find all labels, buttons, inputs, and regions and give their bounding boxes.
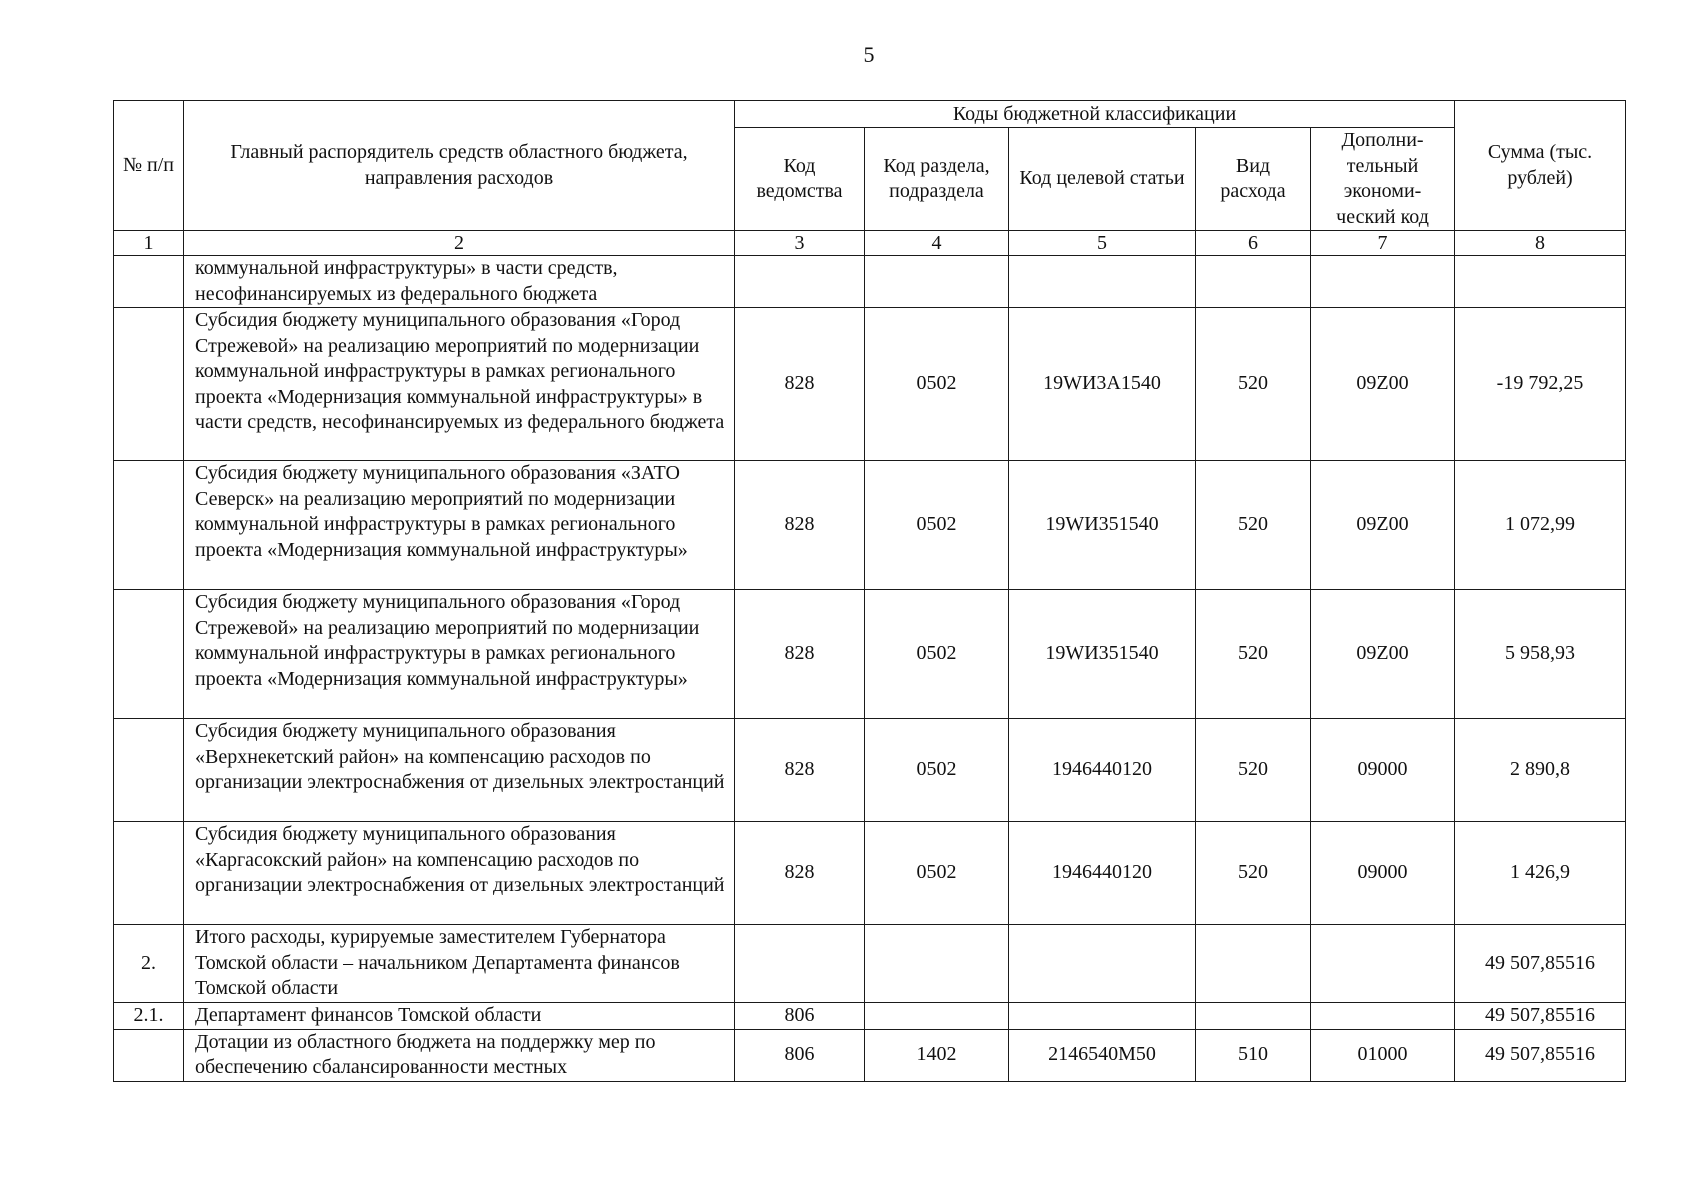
row-dept-code: 806 [735,1003,865,1030]
row-section-code: 0502 [865,308,1009,461]
row-dept-code: 828 [735,308,865,461]
table-row [114,1029,1626,1081]
row-dept-code [735,925,865,1003]
row-description: Департамент финансов Томской области [184,1003,735,1030]
row-amount: 1 426,9 [1455,822,1626,925]
row-number [114,822,184,925]
header-target-code: Код целевой статьи [1009,128,1196,231]
row-description: Субсидия бюджету муниципального образования «Город Стрежевой» на реализацию мероприятий по модернизации коммунальной инфраструктуры в рамках регионального проекта «Модернизация коммунальной инфраструктуры» [184,590,735,719]
row-section-code [865,1003,1009,1030]
column-number: 5 [1009,231,1196,256]
table-row [114,590,1626,719]
row-target-code: 2146540M50 [1009,1029,1196,1081]
column-number: 2 [184,231,735,256]
row-extra-code [1311,1003,1455,1030]
table-row [114,1003,1626,1030]
row-expense-type: 520 [1196,822,1311,925]
row-extra-code: 09Z00 [1311,590,1455,719]
row-section-code: 0502 [865,461,1009,590]
column-number: 8 [1455,231,1626,256]
column-numbers-row [114,231,1626,256]
row-dept-code: 828 [735,461,865,590]
row-extra-code: 01000 [1311,1029,1455,1081]
row-expense-type: 520 [1196,590,1311,719]
row-extra-code [1311,256,1455,308]
row-amount [1455,256,1626,308]
row-section-code: 0502 [865,822,1009,925]
table-row [114,256,1626,308]
table-row [114,822,1626,925]
page-number: 5 [863,42,875,67]
header-expense-type: Вид расхода [1196,128,1311,231]
row-extra-code: 09Z00 [1311,308,1455,461]
row-target-code: 1946440120 [1009,719,1196,822]
row-expense-type: 510 [1196,1029,1311,1081]
header-row-top [114,101,1626,128]
row-number [114,590,184,719]
row-expense-type: 520 [1196,461,1311,590]
header-amount: Сумма (тыс. рублей) [1455,101,1626,231]
row-description: Итого расходы, курируемые заместителем Губернатора Томской области – начальником Департамента финансов Томской области [184,925,735,1003]
row-description: коммунальной инфраструктуры» в части средств, несофинансируемых из федерального бюджета [184,256,735,308]
row-number [114,461,184,590]
row-dept-code: 806 [735,1029,865,1081]
row-dept-code: 828 [735,822,865,925]
row-expense-type: 520 [1196,308,1311,461]
row-amount: -19 792,25 [1455,308,1626,461]
column-number: 3 [735,231,865,256]
row-number: 2. [114,925,184,1003]
budget-table [113,100,1626,1082]
header-main-distributor: Главный распорядитель средств областного бюджета, направления расходов [184,101,735,231]
row-description: Субсидия бюджету муниципального образования «ЗАТО Северск» на реализацию мероприятий по модернизации коммунальной инфраструктуры в рамках регионального проекта «Модернизация коммунальной инфраструктуры» [184,461,735,590]
row-number [114,308,184,461]
row-dept-code: 828 [735,590,865,719]
row-extra-code [1311,925,1455,1003]
row-target-code: 19WИ351540 [1009,461,1196,590]
column-number: 1 [114,231,184,256]
row-amount: 1 072,99 [1455,461,1626,590]
row-expense-type [1196,1003,1311,1030]
row-section-code [865,925,1009,1003]
row-target-code: 19WИ351540 [1009,590,1196,719]
row-amount: 49 507,85516 [1455,925,1626,1003]
row-section-code: 1402 [865,1029,1009,1081]
row-expense-type: 520 [1196,719,1311,822]
table-row [114,461,1626,590]
row-section-code: 0502 [865,719,1009,822]
row-number: 2.1. [114,1003,184,1030]
column-number: 4 [865,231,1009,256]
row-target-code [1009,925,1196,1003]
row-expense-type [1196,256,1311,308]
header-extra-code: Дополни-тельный экономи-ческий код [1311,128,1455,231]
column-number: 6 [1196,231,1311,256]
row-target-code [1009,1003,1196,1030]
header-section-code: Код раздела, подраздела [865,128,1009,231]
column-number: 7 [1311,231,1455,256]
row-extra-code: 09Z00 [1311,461,1455,590]
row-number [114,1029,184,1081]
row-target-code: 19WИ3A1540 [1009,308,1196,461]
row-amount: 2 890,8 [1455,719,1626,822]
row-amount: 5 958,93 [1455,590,1626,719]
table-row [114,925,1626,1003]
row-target-code: 1946440120 [1009,822,1196,925]
row-section-code [865,256,1009,308]
row-extra-code: 09000 [1311,822,1455,925]
row-description: Дотации из областного бюджета на поддержку мер по обеспечению сбалансированности местных [184,1029,735,1081]
row-description: Субсидия бюджету муниципального образования «Каргасокский район» на компенсацию расходов по организации электроснабжения от дизельных электростанций [184,822,735,925]
row-extra-code: 09000 [1311,719,1455,822]
table-row [114,308,1626,461]
table-row [114,719,1626,822]
row-description: Субсидия бюджету муниципального образования «Город Стрежевой» на реализацию мероприятий по модернизации коммунальной инфраструктуры в рамках регионального проекта «Модернизация коммунальной инфраструктуры» в части средств, несофинансируемых из федерального бюджета [184,308,735,461]
row-amount: 49 507,85516 [1455,1029,1626,1081]
row-target-code [1009,256,1196,308]
header-dept-code: Код ведомства [735,128,865,231]
header-num: № п/п [114,101,184,231]
row-amount: 49 507,85516 [1455,1003,1626,1030]
row-section-code: 0502 [865,590,1009,719]
row-description: Субсидия бюджету муниципального образования «Верхнекетский район» на компенсацию расходов по организации электроснабжения от дизельных электростанций [184,719,735,822]
header-codes-group: Коды бюджетной классификации [735,101,1455,128]
row-dept-code: 828 [735,719,865,822]
row-expense-type [1196,925,1311,1003]
row-number [114,719,184,822]
row-number [114,256,184,308]
row-dept-code [735,256,865,308]
